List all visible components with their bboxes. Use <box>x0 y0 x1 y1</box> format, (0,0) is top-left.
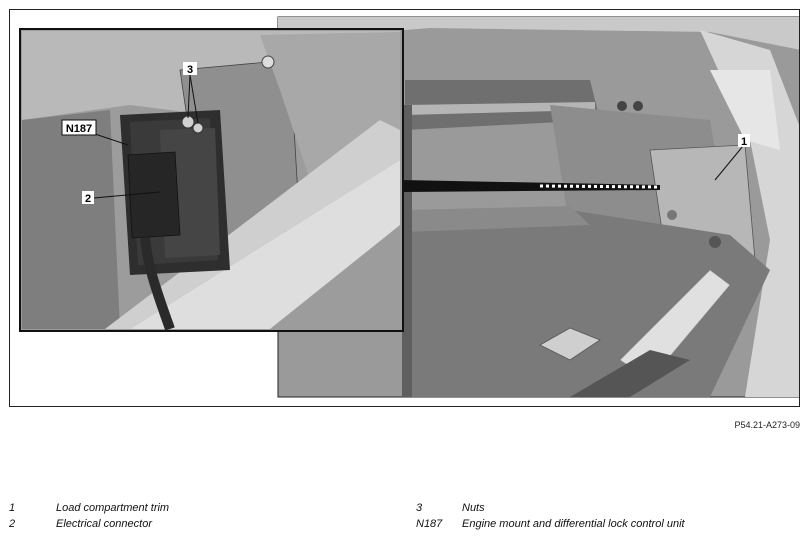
cargo-area-illustration <box>10 10 800 407</box>
figure-id: P54.21-A273-09 <box>734 420 800 430</box>
legend-num-3: 3 <box>416 502 423 514</box>
callout-label-2: 2 <box>84 193 92 205</box>
legend-text-2: Electrical connector <box>56 518 152 530</box>
callout-label-1: 1 <box>740 136 748 148</box>
callout-label-3: 3 <box>186 64 194 76</box>
legend-num-n187: N187 <box>416 518 443 530</box>
legend-num-1: 1 <box>9 502 16 514</box>
legend-text-1: Load compartment trim <box>56 502 170 514</box>
legend-text-n187: Engine mount and differential lock control unit <box>462 518 685 530</box>
illustration-frame <box>9 9 800 407</box>
inset-detail-view <box>20 29 403 331</box>
legend-num-2: 2 <box>9 518 16 530</box>
legend-text-3: Nuts <box>462 502 485 514</box>
callout-label-n187: N187 <box>65 123 93 135</box>
